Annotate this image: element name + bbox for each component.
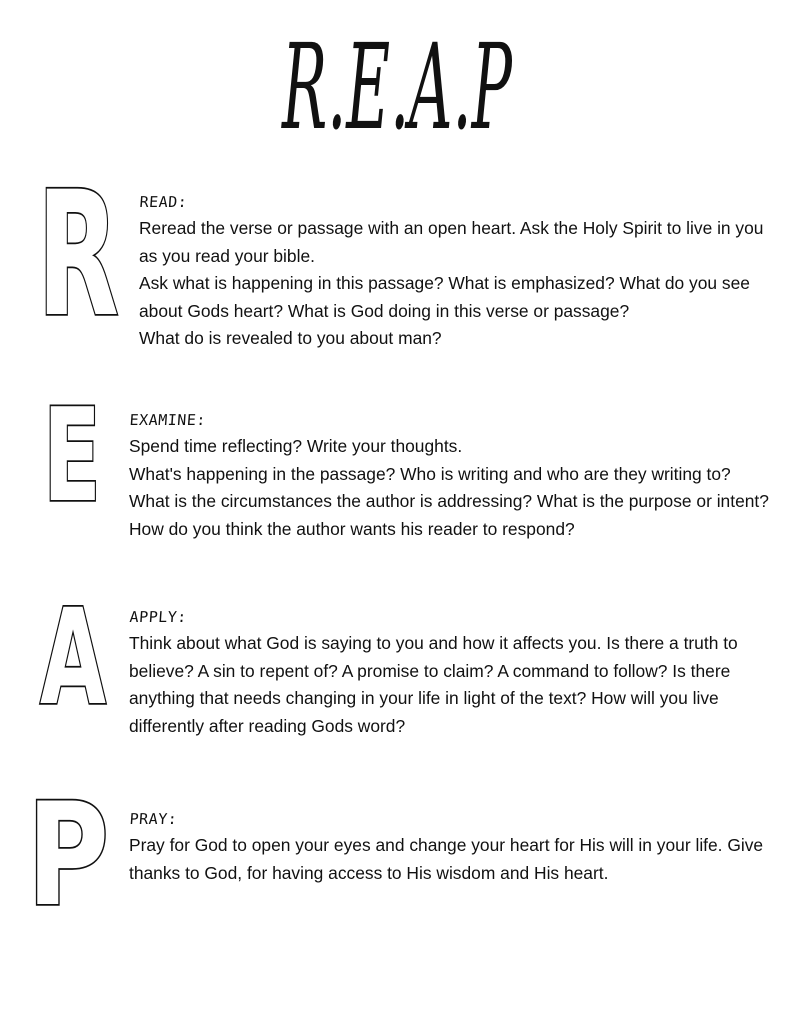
decorative-letter-r — [28, 172, 128, 332]
section-heading: APPLY: — [129, 608, 188, 626]
section-paragraph: Spend time reflecting? Write your thoughts. — [129, 436, 463, 456]
section-paragraph: What do is revealed to you about man? — [139, 328, 442, 348]
section-paragraph: What's happening in the passage? Who is writing and who are they writing to? What is the circumstances the author is addressing? What is the purpose or intent? How do you think the author wants his reader to respond? — [129, 463, 769, 539]
section-paragraph: Think about what God is saying to you and how it affects you. Is there a truth to believe? A sin to repent of? A promise to claim? A command to follow? Is there anything that needs changing in your life in light of the text? How will you live differently after reading Gods word? — [129, 633, 738, 736]
title-text: R.E.A.P — [280, 18, 514, 156]
svg-text:E: E — [43, 394, 101, 512]
page-title — [0, 10, 794, 160]
svg-text:A: A — [40, 593, 106, 715]
section-paragraph: Reread the verse or passage with an open heart. Ask the Holy Spirit to live in you as you read your bible. — [139, 218, 764, 266]
section-heading: PRAY: — [129, 810, 178, 828]
section-paragraph: Ask what is happening in this passage? What is emphasized? What do you see about Gods heart? What is God doing in this verse or passage? — [139, 273, 750, 321]
decorative-letter-p — [18, 786, 118, 916]
svg-text:P: P — [27, 786, 109, 916]
section-heading: EXAMINE: — [129, 411, 207, 429]
decorative-letter-a — [32, 593, 114, 715]
section-paragraph: Pray for God to open your eyes and change your heart for His will in your life. Give thanks to God, for having access to His wisdom and His heart. — [129, 835, 764, 883]
section-heading: READ: — [139, 193, 188, 211]
svg-text:R: R — [37, 172, 119, 332]
decorative-letter-e — [34, 394, 110, 512]
